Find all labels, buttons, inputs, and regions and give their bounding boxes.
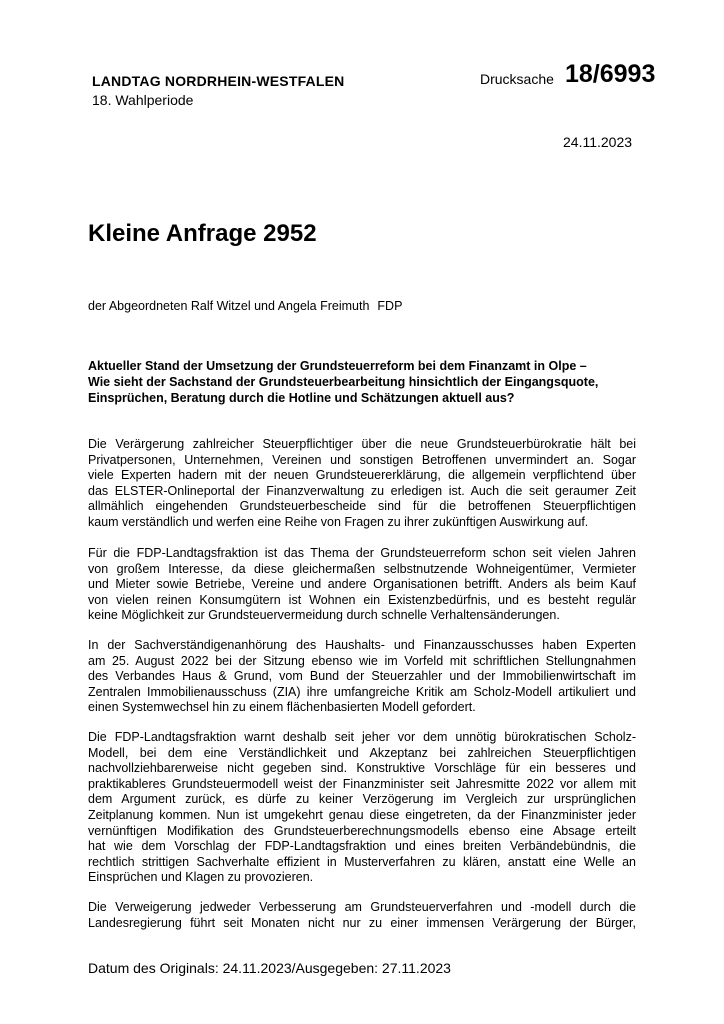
paragraph-line: am 25. August 2022 bei der Sitzung ebenso wie im Vorfeld mit schriftlichen Stellungnahmen xyxy=(88,653,636,668)
paragraph-line: keine Möglichkeit zur Grundsteuervermeidung durch schnelle Verhaltensänderungen. xyxy=(88,608,560,623)
footer-dates: Datum des Originals: 24.11.2023/Ausgegeben: 27.11.2023 xyxy=(88,960,451,976)
paragraph-line: Die Verweigerung jedweder Verbesserung am Grundsteuerverfahren und -modell durch die xyxy=(88,900,636,914)
subject-line: Einsprüchen, Beratung durch die Hotline und Schätzungen aktuell aus? xyxy=(88,391,515,406)
paragraph-line: von großem Interesse, da diese gleichermaßen selbstnutzende Wohneigentümer, Vermieter xyxy=(88,561,636,576)
paragraph-line: Zentralen Immobilienausschuss (ZIA) ihre umfangreiche Kritik am Scholz-Modell artikuliert und xyxy=(88,684,636,699)
parliament-name: LANDTAG NORDRHEIN-WESTFALEN xyxy=(92,73,345,89)
paragraph-line: nachvollziehbarerweise nicht gegeben sind. Konstruktive Vorschläge für ein besseres und xyxy=(88,761,636,776)
subject-line: Wie sieht der Sachstand der Grundsteuerbearbeitung hinsichtlich der Eingangsquote, xyxy=(88,375,599,390)
body-paragraph xyxy=(88,638,636,716)
paragraph-line: kaum verständlich und werfen eine Reihe von Fragen zu ihrer zukünftigen Auswirkung auf. xyxy=(88,514,589,529)
body-paragraph xyxy=(88,437,636,531)
inquiry-subject xyxy=(88,358,637,407)
paragraph-line: praktikableres Grundsteuermodell weist der Finanzminister seit Jahresmitte 2022 vor allem mit xyxy=(88,776,636,791)
drucksache-label: Drucksache xyxy=(480,71,554,87)
document-title: Kleine Anfrage 2952 xyxy=(88,220,317,247)
paragraph-line: viele Experten hadern mit der neuen Grundsteuererklärung, die allgemein verpflichtend über xyxy=(88,468,636,483)
paragraph-line: und Mieter sowie Betriebe, Vereine und andere Organisationen betrifft. Anders als beim Kauf xyxy=(88,577,636,592)
paragraph-line: das ELSTER-Onlineportal der Finanzverwaltung zu erledigen ist. Auch die seit geraumer Zeit xyxy=(88,483,636,498)
paragraph-line: vernünftigen Modifikation des Grundsteuerberechnungsmodells ebenso eine Absage erteilt xyxy=(88,823,636,838)
paragraph-line: einen Systemwechsel hin zu einem flächenbasierten Modell gefordert. xyxy=(88,700,476,715)
paragraph-line: dem Argument zurück, es dürfe zu keiner Verzögerung im Vergleich zur ursprünglichen xyxy=(88,792,636,807)
paragraph-line: Einsprüchen und Klagen zu provozieren. xyxy=(88,870,314,885)
legislative-period: 18. Wahlperiode xyxy=(92,92,194,108)
paragraph-line: Die Verärgerung zahlreicher Steuerpflichtiger über die neue Grundsteuerbürokratie hält bei xyxy=(88,437,636,451)
paragraph-line: Modell, bei dem eine Verständlichkeit und Akzeptanz bei zahlreichen Steuerpflichtigen xyxy=(88,745,636,760)
paragraph-line: allmählich eingehenden Grundsteuerbescheide sind für die betroffenen Steuerpflichtigen xyxy=(88,499,636,514)
subject-line: Aktueller Stand der Umsetzung der Grundsteuerreform bei dem Finanzamt in Olpe – xyxy=(88,359,587,373)
document-date: 24.11.2023 xyxy=(563,134,633,150)
paragraph-line: rechtlich strittigen Sachverhalte effizient in Musterverfahren zu klären, anstatt eine Welle an xyxy=(88,854,636,869)
paragraph-line: hat wie dem Vorschlag der FDP-Landtagsfraktion und eines breiten Verbändebündnis, die xyxy=(88,839,636,854)
authors-names: der Abgeordneten Ralf Witzel und Angela Freimuth xyxy=(88,299,370,313)
authors-line xyxy=(88,299,402,313)
body-paragraph xyxy=(88,900,636,931)
paragraph-line: Zeitplanung kommen. Nun ist umgekehrt genau diese eingetreten, da der Finanzminister jeder xyxy=(88,807,636,822)
paragraph-line: Für die FDP-Landtagsfraktion ist das Thema der Grundsteuerreform schon seit vielen Jahren xyxy=(88,546,636,560)
body-paragraph xyxy=(88,730,636,886)
authors-party: FDP xyxy=(377,299,403,313)
paragraph-line: Landesregierung führt seit Monaten nicht nur zu einer immensen Verärgerung der Bürger, xyxy=(88,915,636,930)
paragraph-line: Die FDP-Landtagsfraktion warnt deshalb seit jeher vor dem unnötig bürokratischen Scholz- xyxy=(88,730,636,744)
drucksache-number: 18/6993 xyxy=(565,60,656,88)
paragraph-line: des Verbandes Haus & Grund, vom Bund der Steuerzahler und der Immobilienwirtschaft im xyxy=(88,669,636,684)
paragraph-line: In der Sachverständigenanhörung des Haushalts- und Finanzausschusses haben Experten xyxy=(88,638,636,652)
paragraph-line: von vielen reinen Konsumgütern ist Wohnen ein Existenzbedürfnis, und es besteht regulär xyxy=(88,592,636,607)
paragraph-line: Privatpersonen, Unternehmen, Vereinen und sonstigen Betroffenen unvermindert an. Sogar xyxy=(88,452,636,467)
body-paragraph xyxy=(88,546,636,624)
